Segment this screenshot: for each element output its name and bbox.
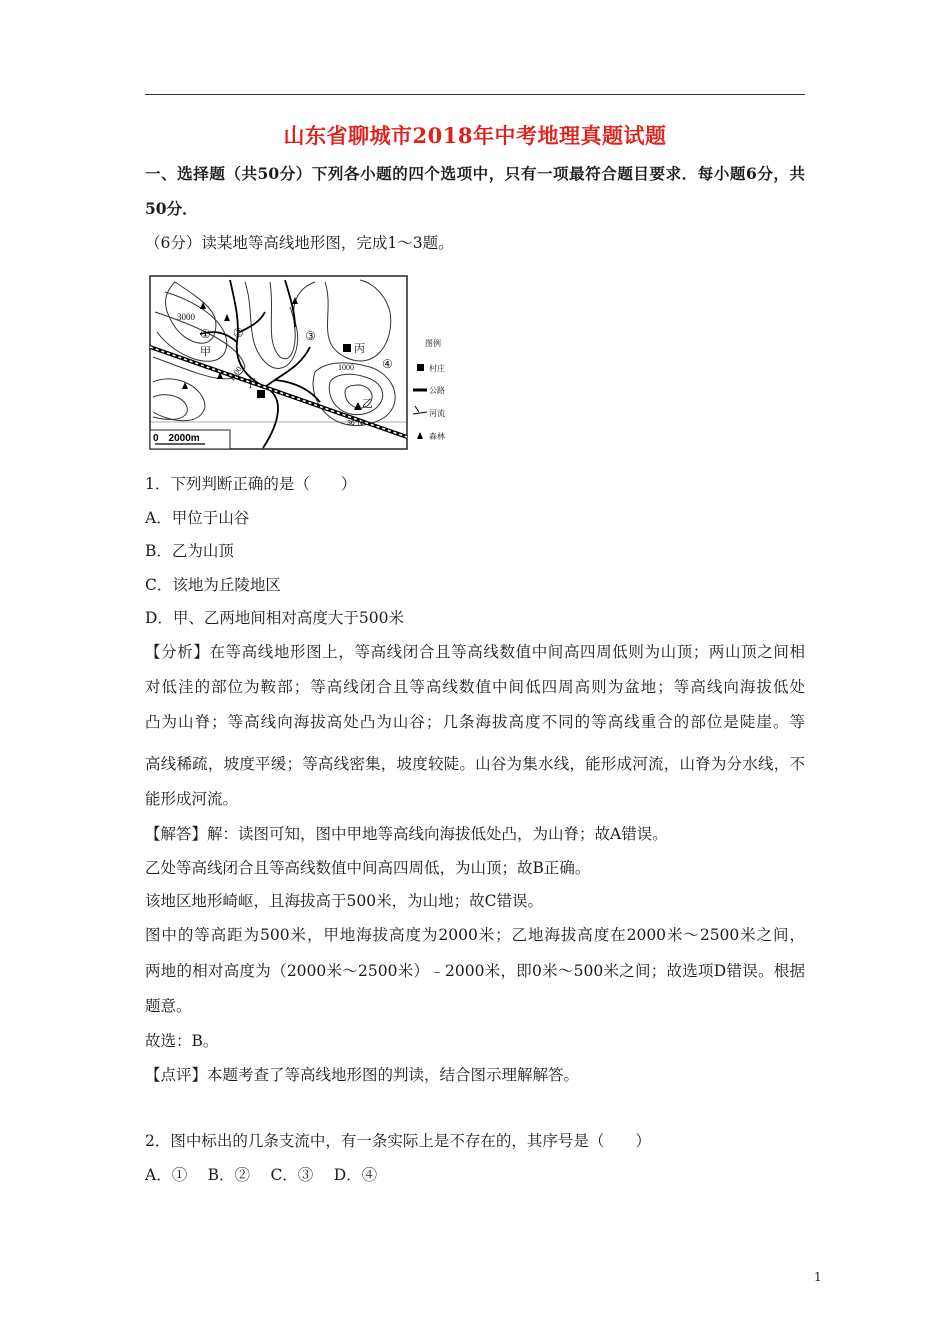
q1-answer-line: 题意。 xyxy=(145,997,192,1015)
tributary-label-3: ③ xyxy=(305,329,316,343)
q1-stem: 1．下列判断正确的是（ ） xyxy=(145,475,357,493)
village-marker-bing xyxy=(343,344,351,352)
q1-option-c: C．该地为丘陵地区 xyxy=(145,576,281,594)
q1-answer-line: 该地区地形崎岖，且海拔高于500米，为山地；故C错误。 xyxy=(145,892,543,910)
q1-analysis-line: 能形成河流。 xyxy=(145,790,239,808)
legend-village: 村庄 xyxy=(429,364,445,373)
q2-stem: 2．图中标出的几条支流中，有一条实际上是不存在的，其序号是（ ） xyxy=(145,1132,651,1150)
q1-answer-line: 乙处等高线闭合且等高线数值中间高四周低，为山顶；故B正确。 xyxy=(145,859,591,877)
section-header-line1: 一、选择题（共50分）下列各小题的四个选项中，只有一项最符合题目要求．每小题6分，共 xyxy=(145,164,805,183)
scale-label: 0 2000m xyxy=(153,433,200,444)
tributary-label-2: ② xyxy=(233,326,244,340)
place-label-jia: 甲 xyxy=(200,346,211,358)
contour-map-figure xyxy=(145,272,463,454)
q1-analysis-line: 高线稀疏，坡度平缓；等高线密集，坡度较陡。山谷为集水线，能形成河流，山脊为分水线，不 xyxy=(145,755,805,773)
q1-comment: 【点评】本题考查了等高线地形图的判读，结合图示理解解答。 xyxy=(145,1066,580,1084)
header-rule xyxy=(145,94,805,95)
contour-label-1500: 1500 xyxy=(227,364,244,384)
legend-forest: 森林 xyxy=(429,432,445,441)
legend-road: 公路 xyxy=(429,386,445,395)
q1-analysis-line: 对低洼的部位为鞍部；等高线闭合且等高线数值中间低四周高则为盆地；等高线向海拔低处 xyxy=(145,678,805,696)
q1-analysis-line: 【分析】在等高线地形图上，等高线闭合且等高线数值中间高四周低则为山顶；两山顶之间相 xyxy=(145,643,805,661)
q1-answer-line: 【解答】解：读图可知，图中甲地等高线向海拔低处凸，为山脊；故A错误。 xyxy=(145,825,668,843)
q1-answer-line: 图中的等高距为500米，甲地海拔高度为2000米；乙地海拔高度在2000米～2500米之间， xyxy=(145,926,805,944)
place-label-yi: 乙 xyxy=(362,398,373,410)
tributary-label-4: ④ xyxy=(382,357,393,371)
q1-option-b: B．乙为山顶 xyxy=(145,542,234,560)
section-header-line2: 50分． xyxy=(145,199,198,218)
page-title: 山东省聊城市2018年中考地理真题试题 xyxy=(283,123,667,148)
q2-options: A．① B．② C．③ D．④ xyxy=(145,1166,378,1184)
place-label-ding: 丁 xyxy=(245,378,256,390)
village-marker-ding xyxy=(257,390,265,398)
tributary-label-1: ① xyxy=(200,327,211,341)
map-legend xyxy=(413,338,445,441)
q1-option-d: D．甲、乙两地间相对高度大于500米 xyxy=(145,609,405,627)
contour-label-1000: 1000 xyxy=(338,363,354,372)
legend-river: 河流 xyxy=(429,409,445,418)
contour-label-3000: 3000 xyxy=(177,312,195,322)
q1-analysis-line: 凸为山脊；等高线向海拔高处凸为山谷；几条海拔高度不同的等高线重合的部位是陡崖。等 xyxy=(145,713,805,731)
q1-answer-line: 两地的相对高度为（2000米～2500米）﹣2000米，即0米～500米之间；故选项D错误。根据 xyxy=(145,962,805,980)
place-label-bing: 丙 xyxy=(354,343,365,355)
q1-option-a: A．甲位于山谷 xyxy=(145,509,250,527)
q1-choice: 故选：B。 xyxy=(145,1032,219,1050)
legend-title: 图例 xyxy=(425,339,441,348)
latitude-label: 36°N xyxy=(347,420,363,427)
question-group-intro: （6分）读某地等高线地形图，完成1～3题。 xyxy=(145,234,454,252)
page-number: 1 xyxy=(814,1270,822,1284)
